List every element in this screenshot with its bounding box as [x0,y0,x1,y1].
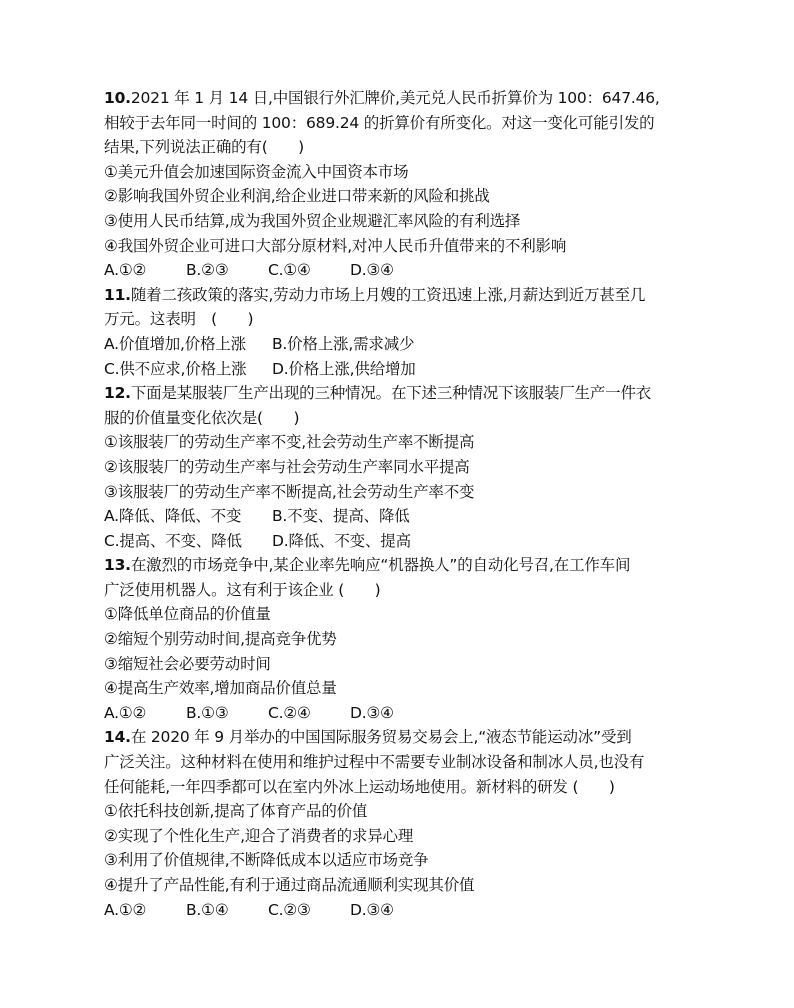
choice-a: A.①② [104,703,147,722]
answer-choices-row [104,529,704,554]
choice-d: D.③④ [350,703,394,722]
statement: ③该服装厂的劳动生产率不断提高,社会劳动生产率不变 [104,482,475,501]
question-number: 14. [104,728,131,747]
choice-a: A.价值增加,价格上涨 [104,334,246,353]
question-14 [104,725,704,922]
choice-c: C.②④ [268,703,311,722]
choice-c: C.供不应求,价格上涨 [104,359,247,378]
choice-a: A.①② [104,261,147,280]
question-stem-line: 广泛关注。这种材料在使用和维护过程中不需要专业制冰设备和制冰人员,也没有 [104,753,645,772]
choice-b: B.①④ [186,900,229,919]
choice-a: A.降低、降低、不变 [104,507,242,526]
answer-choices-row [104,357,704,382]
question-stem-line: 服的价值量变化依次是( ) [104,408,300,427]
answer-choices [104,701,704,726]
question-13 [104,553,704,725]
statement: ②缩短个别劳动时间,提高竞争优势 [104,630,337,649]
question-number: 12. [104,384,131,403]
choice-c: C.提高、不变、降低 [104,531,242,550]
question-12 [104,381,704,553]
statement: ③利用了价值规律,不断降低成本以适应市场竞争 [104,851,429,870]
choice-d: D.③④ [350,900,394,919]
statement: ①该服装厂的劳动生产率不变,社会劳动生产率不断提高 [104,433,475,452]
answer-choices-row [104,504,704,529]
question-stem-line: 13.在激烈的市场竞争中,某企业率先响应“机器换人”的自动化号召,在工作车间 [104,556,631,575]
choice-d: D.降低、不变、提高 [272,531,411,550]
statement: ③缩短社会必要劳动时间 [104,654,271,673]
question-number: 11. [104,285,131,304]
statement: ②该服装厂的劳动生产率与社会劳动生产率同水平提高 [104,457,470,476]
question-stem-line: 万元。这表明 ( ) [104,310,254,329]
statement: ④我国外贸企业可进口大部分原材料,对冲人民币升值带来的不利影响 [104,236,567,255]
statement: ④提升了产品性能,有利于通过商品流通顺利实现其价值 [104,876,475,894]
choice-a: A.①② [104,900,147,919]
choice-c: C.②③ [268,900,311,919]
statement: ②影响我国外贸企业利润,给企业进口带来新的风险和挑战 [104,187,490,206]
choice-c: C.①④ [268,261,311,280]
question-11 [104,283,704,381]
question-stem-line: 结果,下列说法正确的有( ) [104,138,305,157]
statement: ①美元升值会加速国际资金流入中国资本市场 [104,162,409,181]
question-number: 10. [104,89,131,107]
question-stem-line: 任何能耗,一年四季都可以在室内外冰上运动场地使用。新材料的研发 ( ) [104,777,615,796]
statement: ①降低单位商品的价值量 [104,605,271,624]
choice-b: B.不变、提高、降低 [272,507,410,526]
choice-d: D.③④ [350,261,394,280]
choice-b: B.②③ [186,261,229,280]
statement: ③使用人民币结算,成为我国外贸企业规避汇率风险的有利选择 [104,211,521,230]
question-stem-line: 10.2021 年 1 月 14 日,中国银行外汇牌价,美元兑人民币折算价为 100：647.46, [104,89,660,107]
question-stem-line: 广泛使用机器人。这有利于该企业 ( ) [104,580,381,599]
question-stem-line: 12.下面是某服装厂生产出现的三种情况。在下述三种情况下该服装厂生产一件衣 [104,384,652,403]
answer-choices [104,258,704,283]
choice-b: B.①③ [186,703,229,722]
question-stem-line: 11.随着二孩政策的落实,劳动力市场上月嫂的工资迅速上涨,月薪达到近万甚至几 [104,285,646,304]
question-stem-line: 14.在 2020 年 9 月举办的中国国际服务贸易交易会上,“液态节能运动冰”受到 [104,728,632,747]
answer-choices-row [104,332,704,357]
statement: ④提高生产效率,增加商品价值总量 [104,679,337,698]
document-page [104,86,704,922]
question-stem-line: 相较于去年同一时间的 100：689.24 的折算价有所变化。对这一变化可能引发的 [104,113,655,132]
question-10 [104,86,704,283]
statement: ①依托科技创新,提高了体育产品的价值 [104,802,368,821]
choice-b: B.价格上涨,需求减少 [272,334,415,353]
choice-d: D.价格上涨,供给增加 [272,359,416,378]
answer-choices [104,898,704,923]
statement: ②实现了个性化生产,迎合了消费者的求异心理 [104,826,414,845]
question-number: 13. [104,556,131,575]
